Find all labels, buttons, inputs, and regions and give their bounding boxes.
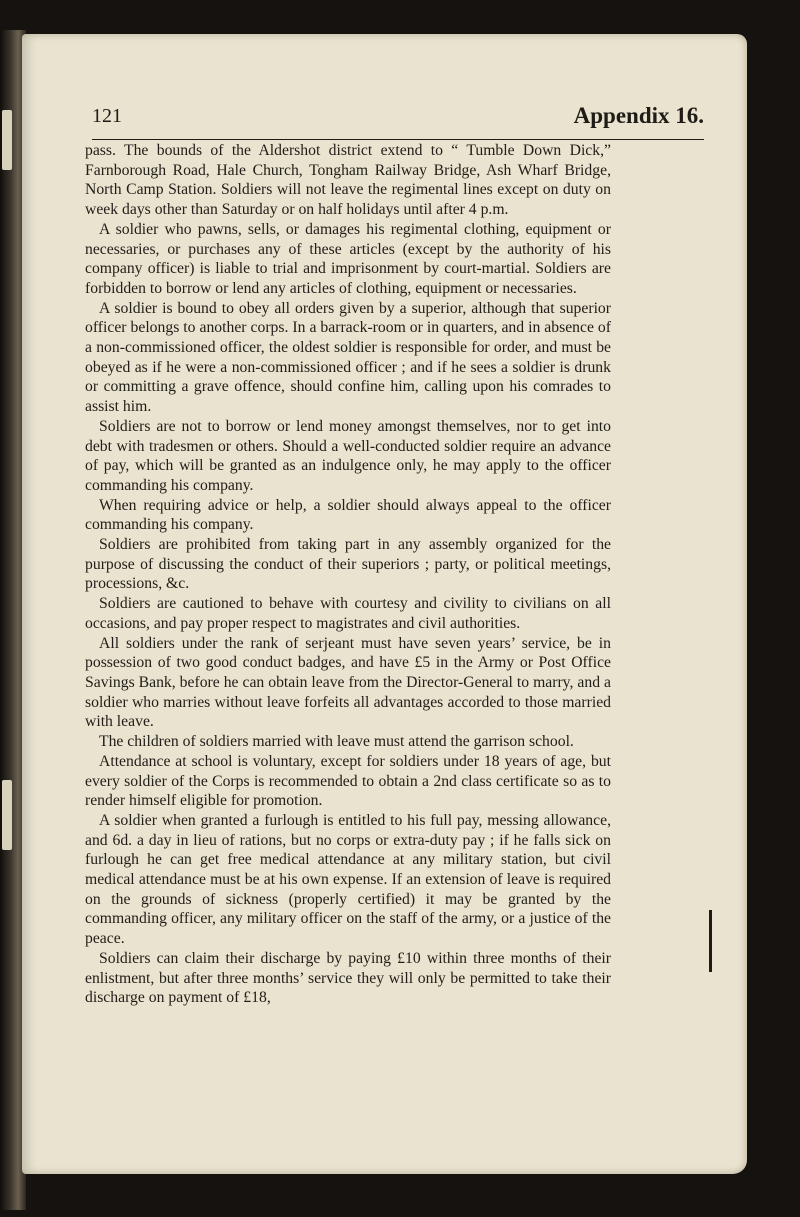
page-number: 121 [92,105,122,127]
paragraph: A soldier when granted a furlough is entitled to his full pay, messing allowance, and 6d. a day in lieu of rations, but no corps or extra-duty pay ; if he falls sick on furlough he can get free medical attendance at any military station, but civil medical attendance must be at his own expense. If an extension of leave is required on the grounds of sickness (properly certified) it may be granted by the commanding officer, any military officer on the staff of the army, or a justice of the peace. [85,811,611,948]
margin-mark [709,910,712,972]
body-text [85,141,611,1008]
paragraph: Soldiers are prohibited from taking part in any assembly organized for the purpose of discussing the conduct of their superiors ; party, or political meetings, processions, &c. [85,536,611,593]
paragraph: When requiring advice or help, a soldier should always appeal to the officer commanding his company. [85,496,611,534]
binding-tab [2,110,12,170]
paragraph: All soldiers under the rank of serjeant must have seven years’ service, be in possession of two good conduct badges, and have £5 in the Army or Post Office Savings Bank, before he can obtain leave from the Director-General to marry, and a soldier who marries without leave forfeits all advantages accorded to those married with leave. [85,634,611,731]
paragraph: Soldiers are not to borrow or lend money amongst themselves, nor to get into debt with tradesmen or others. Should a well-conducted soldier require an advance of pay, which will be granted as an indulgence only, he may apply to the officer commanding his company. [85,417,611,494]
binding-tab [2,780,12,850]
paragraph: Attendance at school is voluntary, except for soldiers under 18 years of age, but every soldier of the Corps is recommended to obtain a 2nd class certificate so as to render himself eligible for promotion. [85,752,611,810]
paragraph: Soldiers are cautioned to behave with courtesy and civility to civilians on all occasions, and pay proper respect to magistrates and civil authorities. [85,595,611,632]
appendix-title: Appendix 16. [573,103,704,128]
page-header [92,103,704,140]
paragraph: A soldier is bound to obey all orders given by a superior, although that superior officer belongs to another corps. In a barrack-room or in quarters, and in absence of a non-commissioned officer, the oldest soldier is responsible for order, and must be obeyed as if he were a non-commissioned officer ; and if he sees a soldier is drunk or committing a grave offence, should confine him, calling upon his comrades to assist him. [85,299,611,416]
paragraph: The children of soldiers married with leave must attend the garrison school. [99,733,574,751]
paragraph: pass. The bounds of the Aldershot district extend to “ Tumble Down Dick,” Farnborough Road, Hale Church, Tongham Railway Bridge, Ash Wharf Bridge, North Camp Station. Soldiers will not leave the regimental lines except on duty on week days other than Saturday or on half holidays until after 4 p.m. [85,142,611,219]
paragraph: Soldiers can claim their discharge by paying £10 within three months of their enlistment, but after three months’ service they will only be permitted to take their discharge on payment of £18, [85,949,611,1007]
paragraph: A soldier who pawns, sells, or damages his regimental clothing, equipment or necessaries, or purchases any of these articles (except by the authority of his company officer) is liable to trial and imprisonment by court-martial. Soldiers are forbidden to borrow or lend any articles of clothing, equipment or necessaries. [85,220,611,297]
